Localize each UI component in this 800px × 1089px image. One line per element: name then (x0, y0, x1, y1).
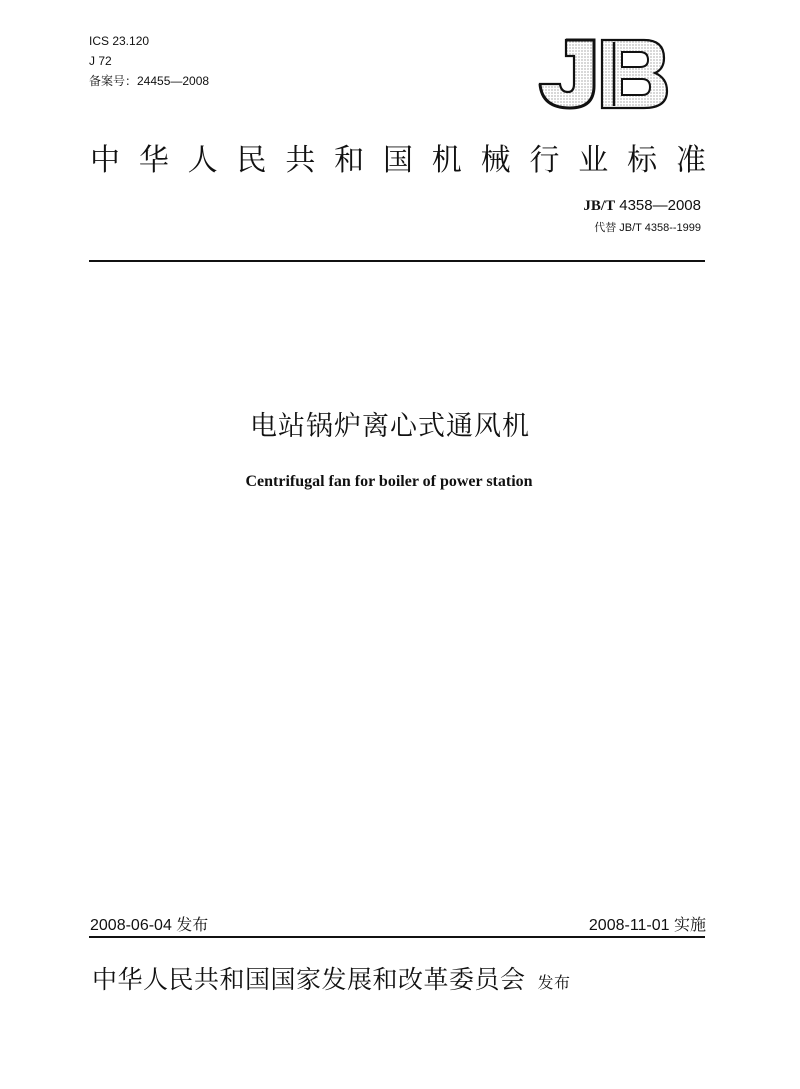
ics-code: ICS 23.120 (89, 34, 150, 48)
standard-category-char: 业 (578, 143, 609, 178)
classification-codes (89, 31, 209, 91)
publisher (92, 960, 571, 996)
jb-logo-mark (536, 38, 670, 110)
document-title-en: Centrifugal fan for boiler of power station (245, 473, 533, 490)
standard-category-char: 人 (187, 143, 218, 178)
standard-category-char: 和 (334, 143, 365, 178)
standard-category-char: 国 (382, 143, 413, 178)
standard-category-char: 标 (627, 143, 658, 178)
standard-category-char: 机 (431, 143, 462, 178)
issue-date: 2008-06-04 发布 (90, 917, 209, 934)
standard-number (583, 197, 701, 215)
standard-category-char: 华 (138, 143, 169, 178)
standard-code: 4358—2008 (619, 197, 701, 214)
jb-logo (536, 38, 670, 110)
document-title-zh: 电站锅炉离心式通风机 (250, 411, 530, 442)
implementation-date: 2008-11-01 实施 (588, 917, 706, 934)
standard-category-char: 械 (480, 143, 511, 178)
header-divider (89, 260, 705, 262)
standard-category-title (90, 135, 706, 179)
publisher-name: 中华人民共和国国家发展和改革委员会 (92, 965, 526, 994)
standard-category-char: 民 (236, 143, 267, 178)
standard-category-char: 准 (675, 143, 706, 178)
standard-category-char: 中 (90, 143, 120, 178)
filing-number: 备案号：24455—2008 (89, 74, 210, 88)
standard-prefix: JB/T (583, 198, 616, 214)
ccs-code: J 72 (89, 54, 112, 68)
footer-divider (89, 936, 705, 938)
standard-category-char: 共 (285, 143, 316, 178)
publisher-suffix: 发布 (537, 973, 571, 992)
replaces-standard: 代替 JB/T 4358--1999 (594, 222, 701, 234)
standard-category-char: 行 (529, 143, 560, 178)
